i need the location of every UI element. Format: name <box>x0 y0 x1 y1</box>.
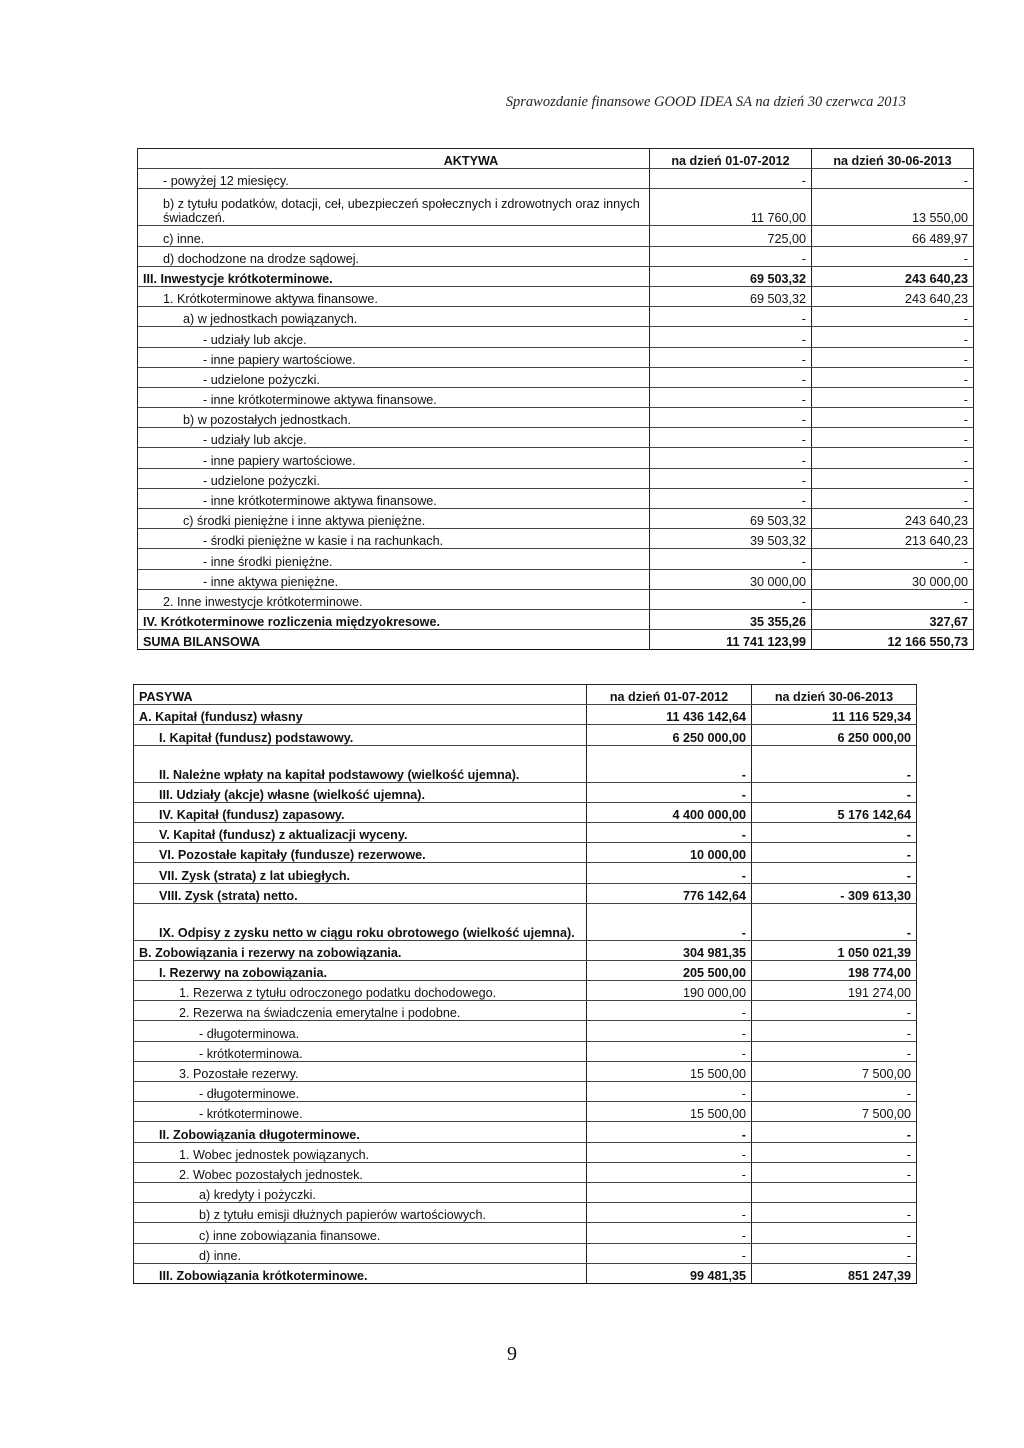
value-2013: - <box>752 782 917 802</box>
row-label: - środki pieniężne w kasie i na rachunkach. <box>138 529 650 549</box>
liabilities-table <box>133 684 917 1284</box>
value-2013: 11 116 529,34 <box>752 705 917 725</box>
row-label: 3. Pozostałe rezerwy. <box>134 1061 587 1081</box>
table-row <box>138 468 974 488</box>
table-row <box>138 266 974 286</box>
value-2013: - <box>812 549 974 569</box>
table-row <box>134 903 917 940</box>
table-row <box>134 981 917 1001</box>
table-row <box>138 428 974 448</box>
value-2012: - <box>587 1122 752 1142</box>
table-row <box>134 822 917 842</box>
row-label: I. Kapitał (fundusz) podstawowy. <box>134 725 587 745</box>
assets-table <box>137 148 974 650</box>
value-2012: 725,00 <box>650 226 812 246</box>
row-label: - inne środki pieniężne. <box>138 549 650 569</box>
value-2012: 39 503,32 <box>650 529 812 549</box>
row-label: c) środki pieniężne i inne aktywa pieniężne. <box>138 509 650 529</box>
value-2013: 191 274,00 <box>752 981 917 1001</box>
value-2013: - <box>752 1203 917 1223</box>
table-row <box>134 1041 917 1061</box>
table-row <box>134 782 917 802</box>
value-2012: - <box>650 589 812 609</box>
value-2013: 6 250 000,00 <box>752 725 917 745</box>
value-2012: 10 000,00 <box>587 843 752 863</box>
table-row <box>134 802 917 822</box>
table-row <box>138 246 974 266</box>
row-label: - inne aktywa pieniężne. <box>138 569 650 589</box>
liabilities-title: PASYWA <box>134 685 587 705</box>
value-2013: - <box>812 408 974 428</box>
value-2013: - <box>752 1142 917 1162</box>
value-2012 <box>587 1182 752 1202</box>
table-row <box>138 387 974 407</box>
row-label: II. Należne wpłaty na kapitał podstawowy (wielkość ujemna). <box>134 745 587 782</box>
row-label: B. Zobowiązania i rezerwy na zobowiązania. <box>134 940 587 960</box>
value-2013: 7 500,00 <box>752 1061 917 1081</box>
row-label: - długoterminowa. <box>134 1021 587 1041</box>
value-2013: 1 050 021,39 <box>752 940 917 960</box>
value-2012: 304 981,35 <box>587 940 752 960</box>
value-2012: 4 400 000,00 <box>587 802 752 822</box>
value-2013: - <box>752 1082 917 1102</box>
value-2012: - <box>587 1243 752 1263</box>
value-2013: - <box>812 307 974 327</box>
value-2012: 190 000,00 <box>587 981 752 1001</box>
value-2012: 30 000,00 <box>650 569 812 589</box>
table-row <box>138 589 974 609</box>
row-label: IV. Krótkoterminowe rozliczenia międzyokresowe. <box>138 609 650 629</box>
table-row <box>134 1142 917 1162</box>
value-2012: - <box>650 367 812 387</box>
value-2012: - <box>650 246 812 266</box>
assets-title: AKTYWA <box>138 149 650 169</box>
value-2013: - <box>812 246 974 266</box>
page-header: Sprawozdanie finansowe GOOD IDEA SA na dzień 30 czerwca 2013 <box>505 94 906 110</box>
value-2013: 243 640,23 <box>812 286 974 306</box>
row-label: II. Zobowiązania długoterminowe. <box>134 1122 587 1142</box>
row-label: d) dochodzone na drodze sądowej. <box>138 246 650 266</box>
value-2012: - <box>650 307 812 327</box>
row-label: a) kredyty i pożyczki. <box>134 1182 587 1202</box>
value-2013: 851 247,39 <box>752 1263 917 1283</box>
value-2012: - <box>650 327 812 347</box>
row-label: b) z tytułu podatków, dotacji, ceł, ubezpieczeń społecznych i zdrowotnych oraz innych świadczeń. <box>138 189 650 226</box>
row-label: 2. Rezerwa na świadczenia emerytalne i podobne. <box>134 1001 587 1021</box>
row-label: - udzielone pożyczki. <box>138 367 650 387</box>
row-label: III. Udziały (akcje) własne (wielkość ujemna). <box>134 782 587 802</box>
row-label: 2. Inne inwestycje krótkoterminowe. <box>138 589 650 609</box>
row-label: - udziały lub akcje. <box>138 327 650 347</box>
value-2013: - <box>812 488 974 508</box>
value-2013: - <box>812 367 974 387</box>
table-row <box>134 1263 917 1283</box>
row-label: 2. Wobec pozostałych jednostek. <box>134 1162 587 1182</box>
table-row <box>138 226 974 246</box>
value-2012: 69 503,32 <box>650 266 812 286</box>
table-row <box>138 169 974 189</box>
value-2013: 213 640,23 <box>812 529 974 549</box>
value-2012: 776 142,64 <box>587 883 752 903</box>
table-row <box>134 725 917 745</box>
page-number: 9 <box>507 1343 517 1365</box>
table-row <box>134 1203 917 1223</box>
value-2012: 99 481,35 <box>587 1263 752 1283</box>
row-label: I. Rezerwy na zobowiązania. <box>134 960 587 980</box>
value-2012: - <box>650 468 812 488</box>
value-2013: - <box>752 1021 917 1041</box>
value-2013: - <box>812 387 974 407</box>
value-2013: - <box>752 1001 917 1021</box>
value-2013: - <box>812 468 974 488</box>
table-row <box>138 509 974 529</box>
value-2013: - <box>752 1162 917 1182</box>
row-label: - krótkoterminowa. <box>134 1041 587 1061</box>
value-2013: 327,67 <box>812 609 974 629</box>
row-label: - krótkoterminowe. <box>134 1102 587 1122</box>
value-2013: - <box>752 745 917 782</box>
row-label: VI. Pozostałe kapitały (fundusze) rezerwowe. <box>134 843 587 863</box>
value-2012: 15 500,00 <box>587 1102 752 1122</box>
value-2013: - <box>812 428 974 448</box>
value-2012: - <box>587 903 752 940</box>
value-2012: 11 741 123,99 <box>650 630 812 650</box>
table-row <box>134 1021 917 1041</box>
value-2012: - <box>650 347 812 367</box>
row-label: VII. Zysk (strata) z lat ubiegłych. <box>134 863 587 883</box>
value-2012: 6 250 000,00 <box>587 725 752 745</box>
value-2013: - <box>752 903 917 940</box>
table-row <box>134 745 917 782</box>
value-2013: - <box>812 589 974 609</box>
table-row <box>138 286 974 306</box>
row-label: - inne papiery wartościowe. <box>138 347 650 367</box>
value-2012: - <box>650 549 812 569</box>
row-label: a) w jednostkach powiązanych. <box>138 307 650 327</box>
row-label: d) inne. <box>134 1243 587 1263</box>
liabilities-col-2013: na dzień 30-06-2013 <box>752 685 917 705</box>
row-label: - udziały lub akcje. <box>138 428 650 448</box>
value-2012: - <box>587 1203 752 1223</box>
value-2012: - <box>587 1082 752 1102</box>
value-2012: - <box>587 863 752 883</box>
value-2013: - <box>812 169 974 189</box>
value-2012: 205 500,00 <box>587 960 752 980</box>
value-2012: - <box>587 1041 752 1061</box>
table-row <box>138 307 974 327</box>
value-2012: - <box>587 822 752 842</box>
row-label: VIII. Zysk (strata) netto. <box>134 883 587 903</box>
value-2013: 243 640,23 <box>812 509 974 529</box>
table-row <box>134 863 917 883</box>
row-label: - długoterminowe. <box>134 1082 587 1102</box>
value-2013: 5 176 142,64 <box>752 802 917 822</box>
row-label: IX. Odpisy z zysku netto w ciągu roku obrotowego (wielkość ujemna). <box>134 903 587 940</box>
row-label: SUMA BILANSOWA <box>138 630 650 650</box>
value-2013: - <box>752 1243 917 1263</box>
table-row <box>138 569 974 589</box>
value-2012: - <box>587 745 752 782</box>
value-2013: - <box>752 822 917 842</box>
row-label: 1. Rezerwa z tytułu odroczonego podatku dochodowego. <box>134 981 587 1001</box>
row-label: - udzielone pożyczki. <box>138 468 650 488</box>
table-row <box>134 960 917 980</box>
row-label: 1. Wobec jednostek powiązanych. <box>134 1142 587 1162</box>
table-row <box>134 1122 917 1142</box>
value-2012: - <box>650 488 812 508</box>
value-2013: 12 166 550,73 <box>812 630 974 650</box>
table-row <box>138 609 974 629</box>
table-row <box>134 940 917 960</box>
row-label: b) z tytułu emisji dłużnych papierów wartościowych. <box>134 1203 587 1223</box>
assets-col-2013: na dzień 30-06-2013 <box>812 149 974 169</box>
value-2012: - <box>650 448 812 468</box>
value-2013: - <box>812 327 974 347</box>
row-label: - inne krótkoterminowe aktywa finansowe. <box>138 488 650 508</box>
value-2013: - <box>812 448 974 468</box>
assets-header-row <box>138 149 974 169</box>
value-2012: 11 760,00 <box>650 189 812 226</box>
table-row <box>138 408 974 428</box>
table-row <box>134 1223 917 1243</box>
value-2012: 69 503,32 <box>650 286 812 306</box>
row-label: III. Zobowiązania krótkoterminowe. <box>134 1263 587 1283</box>
value-2013: 7 500,00 <box>752 1102 917 1122</box>
value-2012: - <box>587 1223 752 1243</box>
value-2012: - <box>587 1001 752 1021</box>
row-label: - inne papiery wartościowe. <box>138 448 650 468</box>
table-row <box>138 448 974 468</box>
row-label: c) inne zobowiązania finansowe. <box>134 1223 587 1243</box>
table-row <box>134 883 917 903</box>
table-row <box>134 1162 917 1182</box>
value-2012: - <box>650 428 812 448</box>
value-2012: 11 436 142,64 <box>587 705 752 725</box>
value-2012: 15 500,00 <box>587 1061 752 1081</box>
value-2013: 30 000,00 <box>812 569 974 589</box>
value-2012: - <box>587 1142 752 1162</box>
value-2013: - <box>752 863 917 883</box>
liabilities-col-2012: na dzień 01-07-2012 <box>587 685 752 705</box>
row-label: IV. Kapitał (fundusz) zapasowy. <box>134 802 587 822</box>
value-2013: - 309 613,30 <box>752 883 917 903</box>
table-row <box>138 347 974 367</box>
value-2012: - <box>650 408 812 428</box>
value-2013: - <box>752 1223 917 1243</box>
row-label: - inne krótkoterminowe aktywa finansowe. <box>138 387 650 407</box>
table-row <box>134 1102 917 1122</box>
value-2013: 13 550,00 <box>812 189 974 226</box>
value-2013: 66 489,97 <box>812 226 974 246</box>
table-row <box>134 1082 917 1102</box>
value-2013: 243 640,23 <box>812 266 974 286</box>
table-row <box>138 189 974 226</box>
table-row <box>134 843 917 863</box>
table-row <box>134 1243 917 1263</box>
value-2012: - <box>587 1021 752 1041</box>
value-2013: - <box>812 347 974 367</box>
value-2013: 198 774,00 <box>752 960 917 980</box>
value-2012: 35 355,26 <box>650 609 812 629</box>
value-2012: - <box>650 169 812 189</box>
table-row <box>134 1182 917 1202</box>
row-label: b) w pozostałych jednostkach. <box>138 408 650 428</box>
table-row <box>134 1061 917 1081</box>
table-row <box>134 1001 917 1021</box>
row-label: A. Kapitał (fundusz) własny <box>134 705 587 725</box>
value-2012: - <box>587 1162 752 1182</box>
liabilities-header-row <box>134 685 917 705</box>
table-row <box>138 367 974 387</box>
row-label: - powyżej 12 miesięcy. <box>138 169 650 189</box>
row-label: V. Kapitał (fundusz) z aktualizacji wyceny. <box>134 822 587 842</box>
table-row <box>138 549 974 569</box>
value-2013 <box>752 1182 917 1202</box>
row-label: III. Inwestycje krótkoterminowe. <box>138 266 650 286</box>
value-2013: - <box>752 843 917 863</box>
table-row <box>138 529 974 549</box>
table-row <box>138 327 974 347</box>
row-label: c) inne. <box>138 226 650 246</box>
table-row <box>138 488 974 508</box>
value-2012: - <box>650 387 812 407</box>
value-2012: - <box>587 782 752 802</box>
table-row <box>138 630 974 650</box>
row-label: 1. Krótkoterminowe aktywa finansowe. <box>138 286 650 306</box>
assets-col-2012: na dzień 01-07-2012 <box>650 149 812 169</box>
value-2013: - <box>752 1041 917 1061</box>
table-row <box>134 705 917 725</box>
value-2012: 69 503,32 <box>650 509 812 529</box>
value-2013: - <box>752 1122 917 1142</box>
